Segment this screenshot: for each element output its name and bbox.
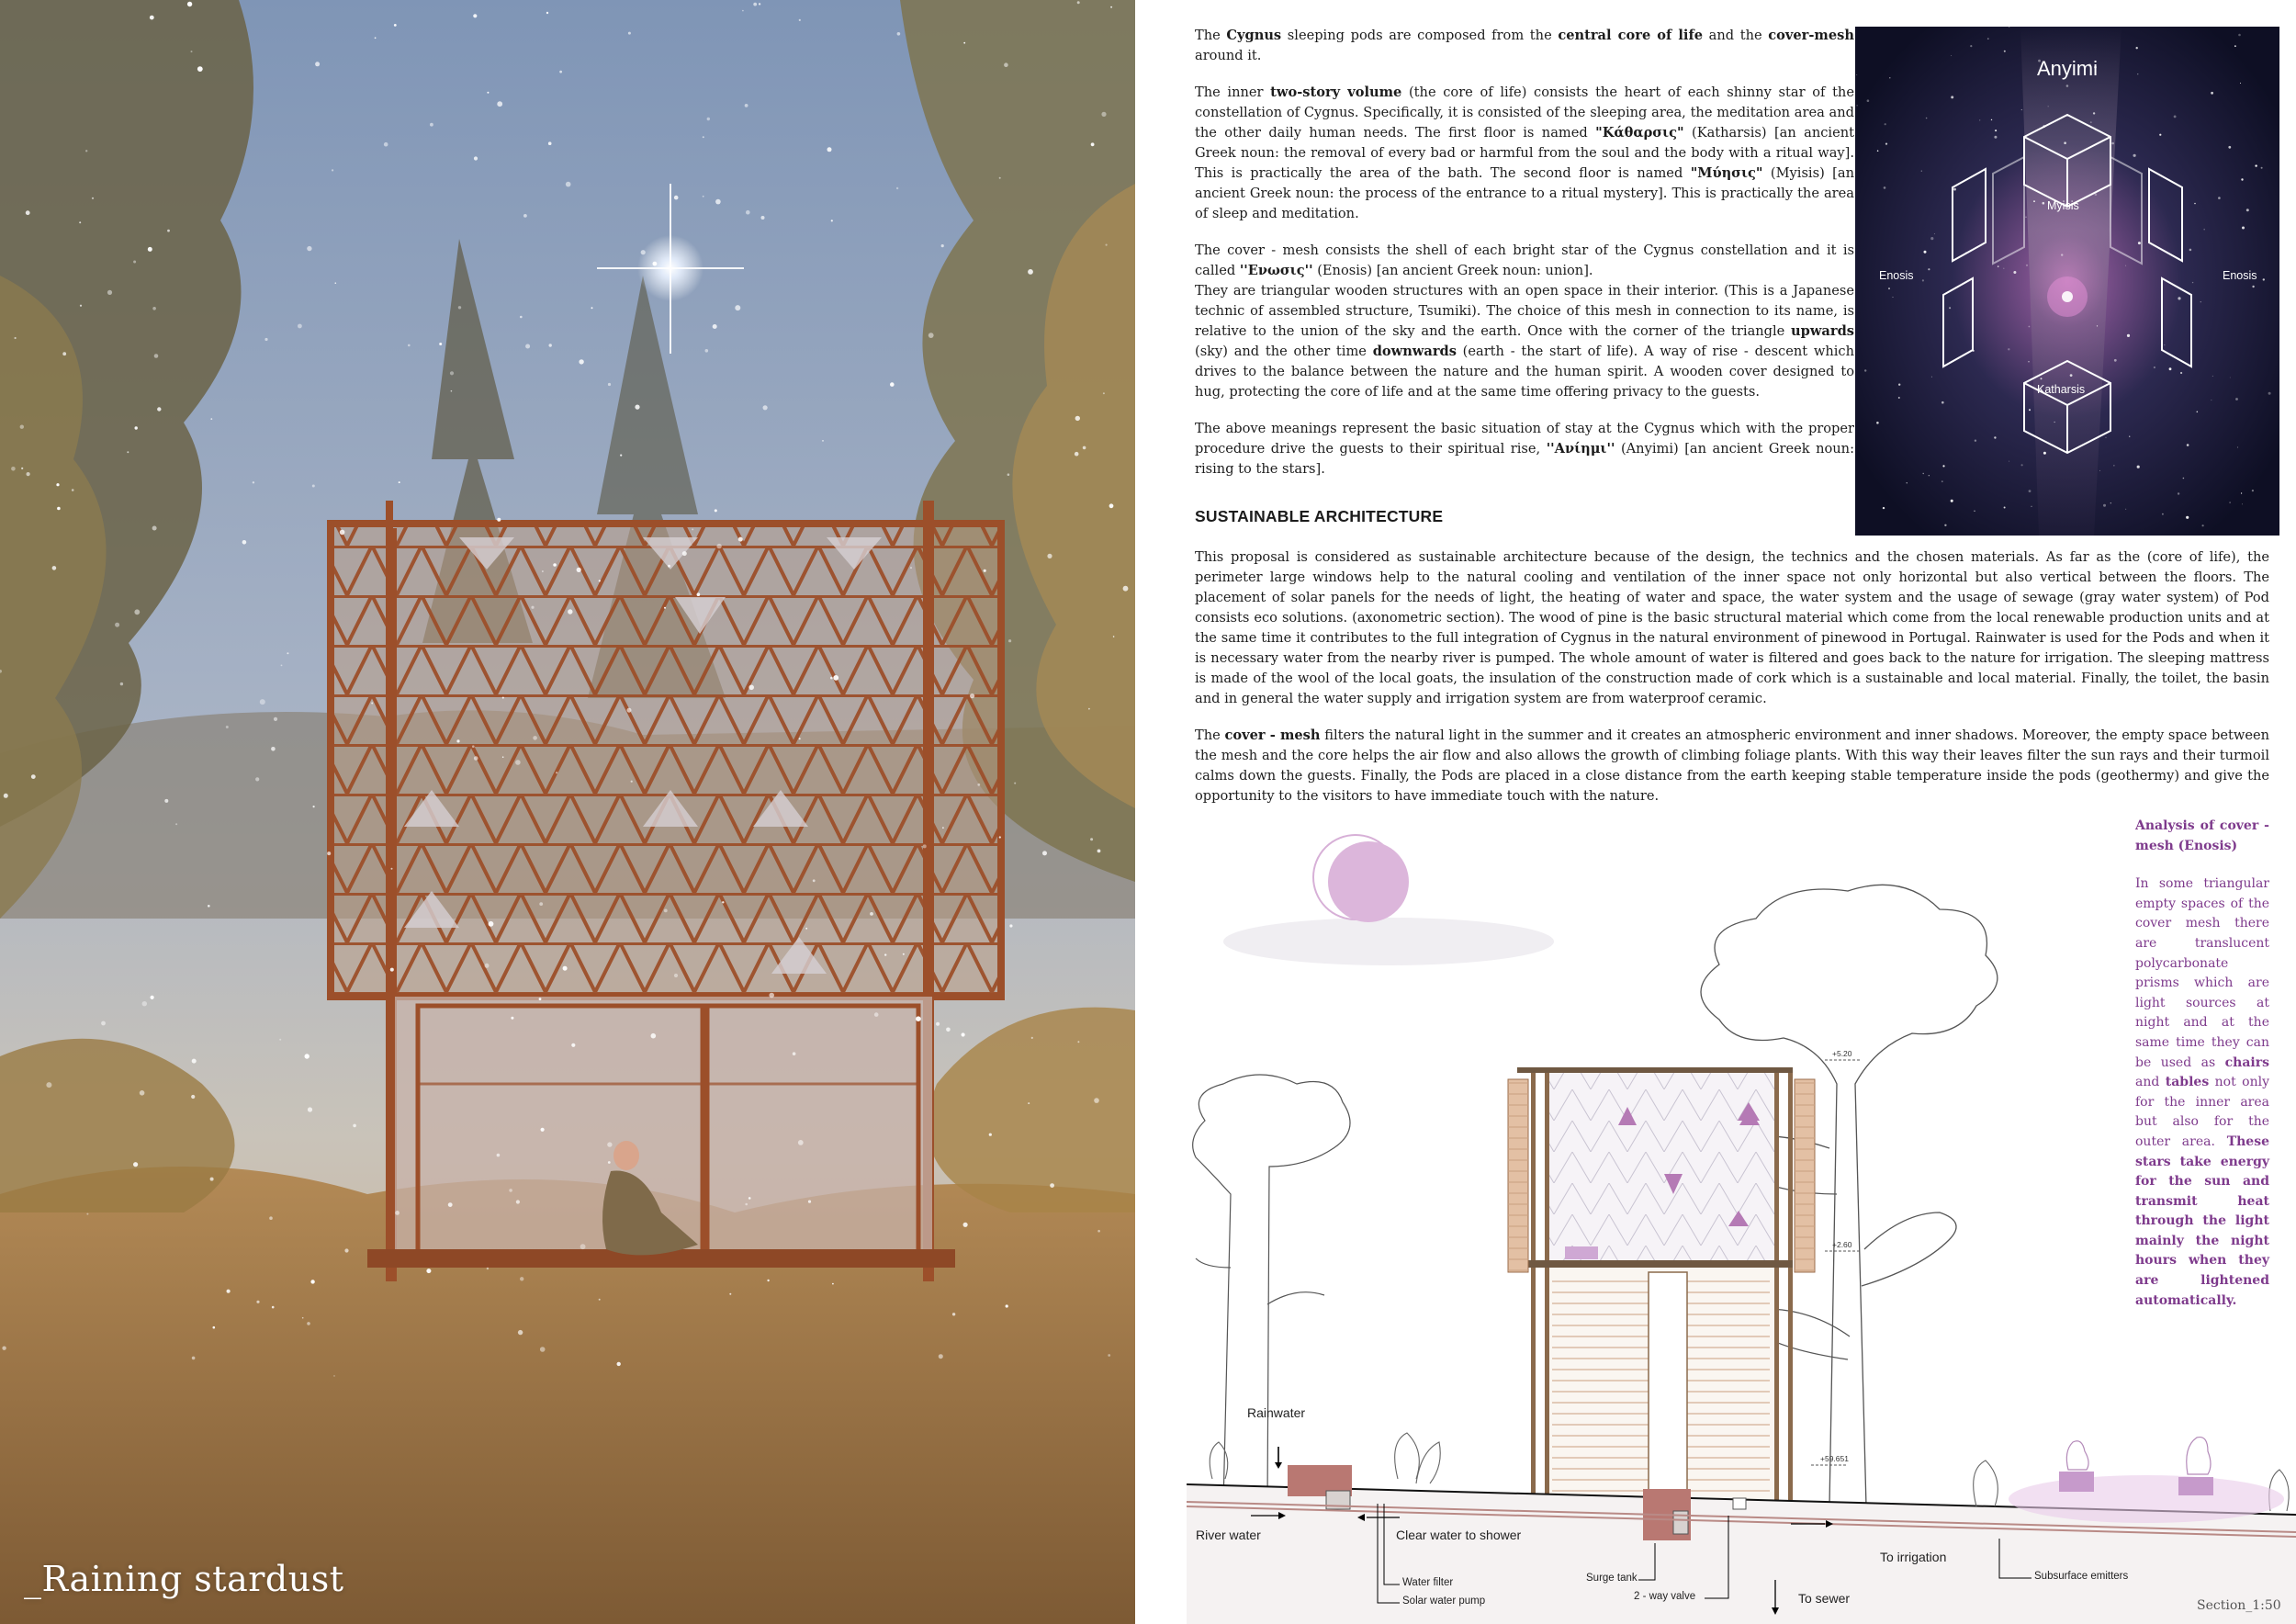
side-note-body: In some triangular empty spaces of the cover mesh there are translucent polycarbonate prisms which are light sources at night and at the same time they can be used as chairs and tables not only for the inner area but also for the outer area. These stars take energy for the sun and transmit heat through the light mainly the night hours when they are lightened automatically. <box>2135 876 2269 1308</box>
intro-paragraph-4: The above meanings represent the basic situation of stay at the Cygnus which with the proper procedure drive the guests to their spiritual rise, ''Ανίημι'' (Anyimi) [an ancient Greek noun: rising to the stars]. <box>1195 421 1854 477</box>
label-water-filter: Water filter <box>1402 1577 1454 1588</box>
label-river-water: River water <box>1196 1528 1261 1542</box>
intro-paragraph-1: The Cygnus sleeping pods are composed from the central core of life and the cover-mesh around it. <box>1195 28 1854 63</box>
pod-structure <box>331 501 1001 1281</box>
sustainable-paragraph-1: This proposal is considered as sustainable architecture because of the design, the technics and the chosen materials. As far as the (core of life), the perimeter large windows help to the natural cooling and ventilation of the inner space not only horizontal but also vertical between the floors. The placement of solar panels for the needs of light, the heating of water and space, the water system and the usage of sewage (gray water system) of Pod consists eco solutions. (axonometric section). The wood of pine is the basic structural material which come from the local renewable production units and at the same time it contributes to the full integration of Cygnus in the natural environment of pinewood in Portugal. Rainwater is used for the Pods and when it is necessary water from the nearby river is pumped. The whole amount of water is filtered and goes back to the nature for irrigation. The sleeping mattress is made of the wool of the local goats, the insulation of the construction made of cork which is a sustainable and local material. Finally, the toilet, the basin and in general the water supply and irrigation system are from waterproof ceramic. <box>1195 549 2269 706</box>
level-mid: +2.60 <box>1832 1240 1852 1249</box>
tree-left <box>1193 1075 1350 1506</box>
render-caption: _Raining stardust <box>24 1559 344 1599</box>
level-ground: +59.651 <box>1820 1454 1849 1463</box>
label-surge-tank: Surge tank <box>1586 1573 1638 1584</box>
sustainable-text <box>1195 547 2269 823</box>
anyimi-diagram <box>1855 27 2279 536</box>
section-drawing <box>1187 808 2296 1624</box>
intro-paragraph-3: The cover - mesh consists the shell of each bright star of the Cygnus constellation and it is called ''Ενωσις'' (Enosis) [an ancient Greek noun: union]. They are triangular wooden structures with an open space in their interior. (This is a Japanese technic of assembled structure, Tsumiki). The choice of this mesh in connection to its name, is relative to the union of the sky and the earth. Once with the corner of the triangle upwards (sky) and the other time downwards (earth - the start of life). A way of rise - descent which drives to the balance between the nature and the human spirit. A wooden cover designed to hug, protecting the core of life and at the same time offering privacy to the guests. <box>1195 242 1855 400</box>
diagram-title: Anyimi <box>2036 57 2098 80</box>
label-enosis-left: Enosis <box>1879 269 1914 282</box>
render-image <box>0 0 1135 1624</box>
section-scale: Section_1:50 <box>2197 1598 2281 1613</box>
label-to-irrigation: To irrigation <box>1880 1550 1947 1564</box>
label-clear-water: Clear water to shower <box>1396 1528 1522 1542</box>
label-katharsis: Katharsis <box>2037 383 2086 396</box>
pod-section <box>1508 1067 1815 1521</box>
sustainable-paragraph-2: The cover - mesh filters the natural light in the summer and it creates an atmospheric environment and inner shadows. Moreover, the empty space between the mesh and the core helps the air flow and also allows the growth of climbing foliage plants. With this way their leaves filter the sun rays and their turmoil calms down the guests. Finally, the Pods are placed in a close distance from the earth keeping stable temperature inside the pods (geothermy) and give the opportunity to the visitors to have immediate touch with the nature. <box>1195 727 2269 804</box>
intro-text <box>1195 26 1854 496</box>
sustainable-heading: SUSTAINABLE ARCHITECTURE <box>1195 507 1444 525</box>
label-enosis-right: Enosis <box>2223 269 2257 282</box>
label-solar-pump: Solar water pump <box>1402 1596 1486 1607</box>
side-note-title: Analysis of cover - mesh (Enosis) <box>2135 818 2269 853</box>
label-to-sewer: To sewer <box>1798 1591 1851 1606</box>
pod-render-illustration <box>0 0 1135 1624</box>
label-valve: 2 - way valve <box>1634 1591 1696 1602</box>
label-emitters: Subsurface emitters <box>2034 1571 2129 1582</box>
intro-paragraph-2: The inner two-story volume (the core of life) consists the heart of each shinny star of the constellation of Cygnus. Specifically, it is consisted of the sleeping area, the meditation area and the other daily human needs. The first floor is named "Κάθαρσις" (Katharsis) [an ancient Greek noun: the removal of every bad or harmful from the soul and the body with a ritual way]. This is practically the area of the bath. The second floor is named "Μύησις" (Myisis) [an ancient Greek noun: the process of the entrance to a ritual mystery]. This is practically the area of sleep and meditation. <box>1195 85 1854 221</box>
label-myisis: Myisis <box>2047 199 2079 212</box>
section-illustration <box>1187 808 2296 1624</box>
label-rainwater: Rainwater <box>1247 1405 1306 1420</box>
level-top: +5.20 <box>1832 1049 1852 1058</box>
